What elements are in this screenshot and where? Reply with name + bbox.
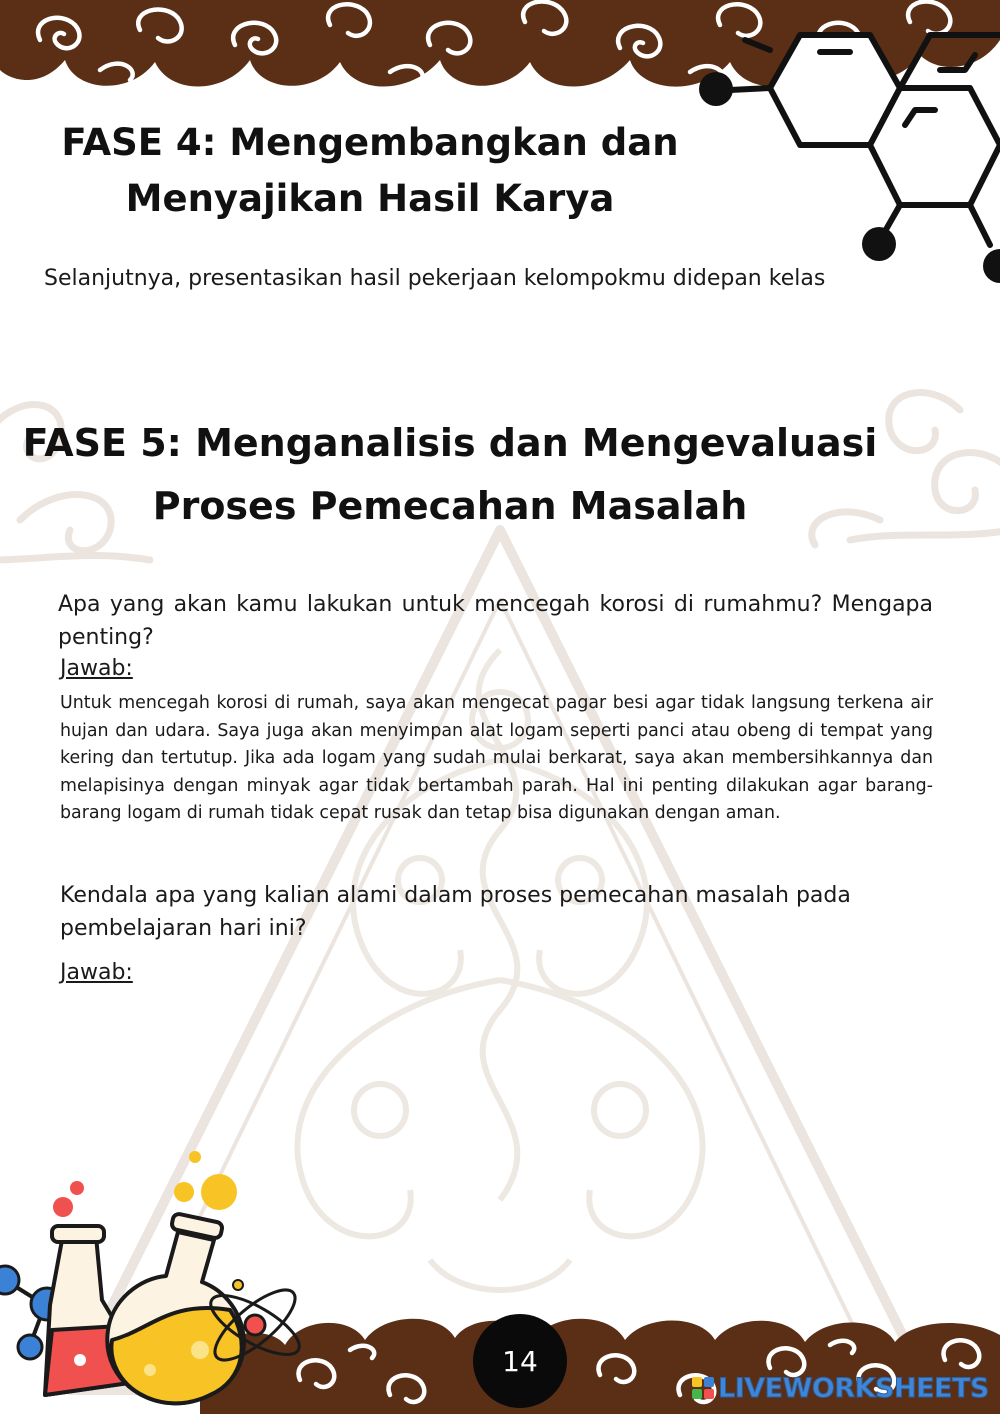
phase5-title-line1: FASE 5: Menganalisis dan Mengevaluasi [22, 421, 878, 465]
answer-2-field[interactable] [60, 1000, 933, 1160]
liveworksheets-logo [692, 1374, 989, 1402]
phase5-title [10, 412, 890, 537]
page-number: 14 [473, 1314, 567, 1408]
phase4-title-line1: FASE 4: Mengembangkan dan [61, 121, 679, 164]
answer-1-field[interactable]: Untuk mencegah korosi di rumah, saya akan mengecat pagar besi agar tidak langsung terkena air hujan dan udara. Saya juga akan menyimpan alat logam seperti panci atau obeng di tempat yang kering dan tertutup. Jika ada logam yang sudah mulai berkarat, saya akan membersihkannya dan melapisinya dengan minyak agar tidak bertambah parah. Hal ini penting dilakukan agar barang-barang logam di rumah tidak cepat rusak dan tetap bisa digunakan dengan aman. [60, 693, 933, 824]
answer-2-label: Jawab: [60, 960, 133, 985]
phase4-instruction: Selanjutnya, presentasikan hasil pekerjaan kelompokmu didepan kelas [44, 266, 826, 291]
question-2: Kendala apa yang kalian alami dalam proses pemecahan masalah pada pembelajaran hari ini? [60, 883, 851, 941]
phase5-title-line2: Proses Pemecahan Masalah [152, 483, 748, 528]
answer-1-label: Jawab: [60, 656, 133, 681]
liveworksheets-wordmark: LIVEWORKSHEETS [718, 1372, 989, 1404]
question-1: Apa yang akan kamu lakukan untuk mencegah korosi di rumahmu? Mengapa penting? [58, 592, 933, 650]
phase4-title [30, 115, 710, 226]
phase4-title-line2: Menyajikan Hasil Karya [125, 176, 615, 220]
liveworksheets-grid-icon [692, 1377, 714, 1399]
